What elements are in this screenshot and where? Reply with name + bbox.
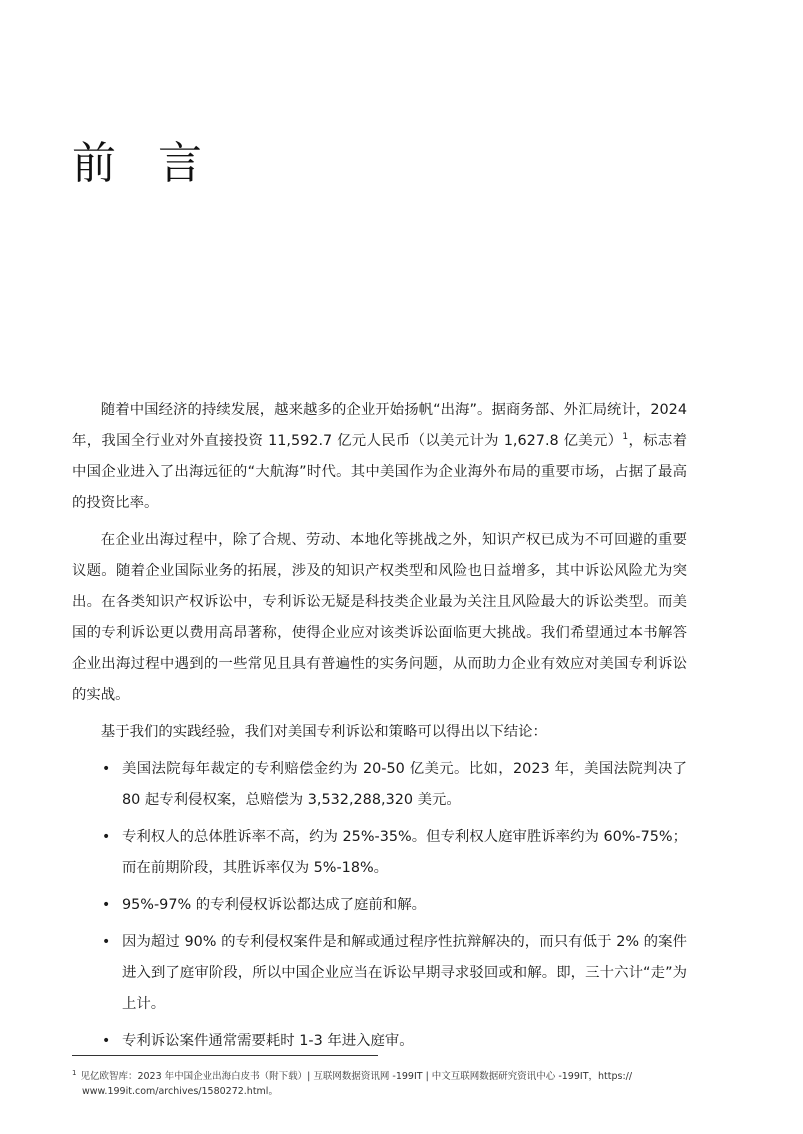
bullet-icon: • [102, 829, 111, 845]
paragraph-1-text: 随着中国经济的持续发展，越来越多的企业开始扬帆“出海”。据商务部、外汇局统计，2024 年，我国全行业对外直接投资 11,592.7 亿元人民币（以美元计为 1,627.8 亿美元） [72, 402, 687, 449]
paragraph-2: 在企业出海过程中，除了合规、劳动、本地化等挑战之外，知识产权已成为不可回避的重要议题。随着企业国际业务的拓展，涉及的知识产权类型和风险也日益增多，其中诉讼风险尤为突出。在各类知识产权诉讼中，专利诉讼无疑是科技类企业最为关注且风险最大的诉讼类型。而美国的专利诉讼更以费用高昂著称，使得企业应对该类诉讼面临更大挑战。我们希望通过本书解答企业出海过程中遇到的一些常见且具有普遍性的实务问题，从而助力企业有效应对美国专利诉讼的实战。 [72, 532, 687, 703]
list-item-text: 专利诉讼案件通常需要耗时 1-3 年进入庭审。 [122, 1033, 414, 1049]
footnote-divider [72, 1055, 378, 1056]
list-item-text: 95%-97% 的专利侵权诉讼都达成了庭前和解。 [122, 897, 426, 913]
footnote [72, 1066, 672, 1099]
list-item-text: 因为超过 90% 的专利侵权案件是和解或通过程序性抗辩解决的，而只有低于 2% 的案件进入到了庭审阶段，所以中国企业应当在诉讼早期寻求驳回或和解。即，三十六计“走”为上计。 [122, 934, 687, 1012]
page-title: 前 言 [72, 138, 216, 189]
paragraph-1 [72, 395, 687, 519]
paragraph-3: 基于我们的实践经验，我们对美国专利诉讼和策略可以得出以下结论： [100, 724, 547, 740]
footnote-link[interactable]: www.199it.com/archives/1580272.html。 [82, 1086, 278, 1098]
footnote-text: 见亿欧智库：2023 年中国企业出海白皮书（附下载）| 互联网数据资讯网 -199IT | 中文互联网数据研究资讯中心 -199IT，https:// [80, 1071, 633, 1083]
list-item-text: 专利权人的总体胜诉率不高，约为 25%-35%。但专利权人庭审胜诉率约为 60%-75%；而在前期阶段，其胜诉率仅为 5%-18%。 [122, 829, 687, 876]
bullet-icon: • [102, 1033, 111, 1049]
list-item [72, 927, 687, 1020]
footnote-marker: 1 [72, 1069, 77, 1077]
conclusion-list [72, 754, 687, 1057]
list-item [72, 754, 687, 816]
list-item [72, 1026, 687, 1057]
paragraph-1-text-cont: ，标志着中国企业进入了出海远征的“大航海”时代。其中美国作为企业海外布局的重要市场，占据了最高的投资比率。 [72, 433, 687, 511]
list-item [72, 890, 687, 921]
bullet-icon: • [102, 897, 111, 913]
list-item-text: 美国法院每年裁定的专利赔偿金约为 20-50 亿美元。比如，2023 年，美国法院判决了 80 起专利侵权案，总赔偿为 3,532,288,320 美元。 [122, 761, 687, 808]
bullet-icon: • [102, 934, 111, 950]
body-content [72, 395, 687, 1063]
bullet-icon: • [102, 761, 111, 777]
list-item [72, 822, 687, 884]
footnote-reference[interactable]: 1 [622, 432, 629, 443]
